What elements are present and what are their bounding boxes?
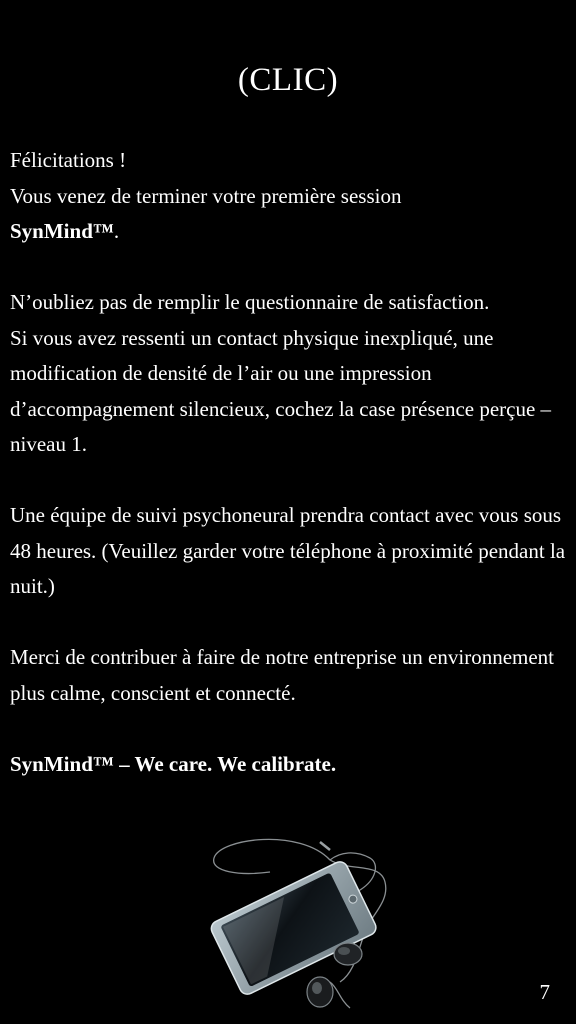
page-title: (CLIC) (237, 62, 339, 98)
session-text: Vous venez de terminer votre première session (10, 183, 402, 208)
questionnaire-paragraph: N’oubliez pas de remplir le questionnaire de satisfaction. (10, 290, 490, 314)
session-end: . (113, 219, 120, 243)
message-body (10, 143, 570, 782)
brand-name: SynMind™ (10, 219, 114, 243)
session-line (10, 179, 570, 250)
smartphone-earbuds-illustration (180, 832, 400, 1024)
slogan: SynMind™ – We care. We calibrate. (10, 751, 337, 776)
congratulations-line: Félicitations ! (10, 148, 127, 172)
thanks-paragraph: Merci de contribuer à faire de notre entreprise un environnement plus calme, conscient et connecté. (10, 645, 555, 705)
smartphone-icon (209, 859, 379, 997)
page-number: 7 (539, 980, 550, 1004)
presence-paragraph: Si vous avez ressenti un contact physique inexpliqué, une modification de densité de l’air ou une impression d’accompagnement silencieux, cochez la case présence perçue – niveau 1. (10, 325, 552, 456)
followup-paragraph: Une équipe de suivi psychoneural prendra contact avec vous sous 48 heures. (Veuillez garder votre téléphone à proximité pendant la nuit.) (10, 503, 566, 598)
